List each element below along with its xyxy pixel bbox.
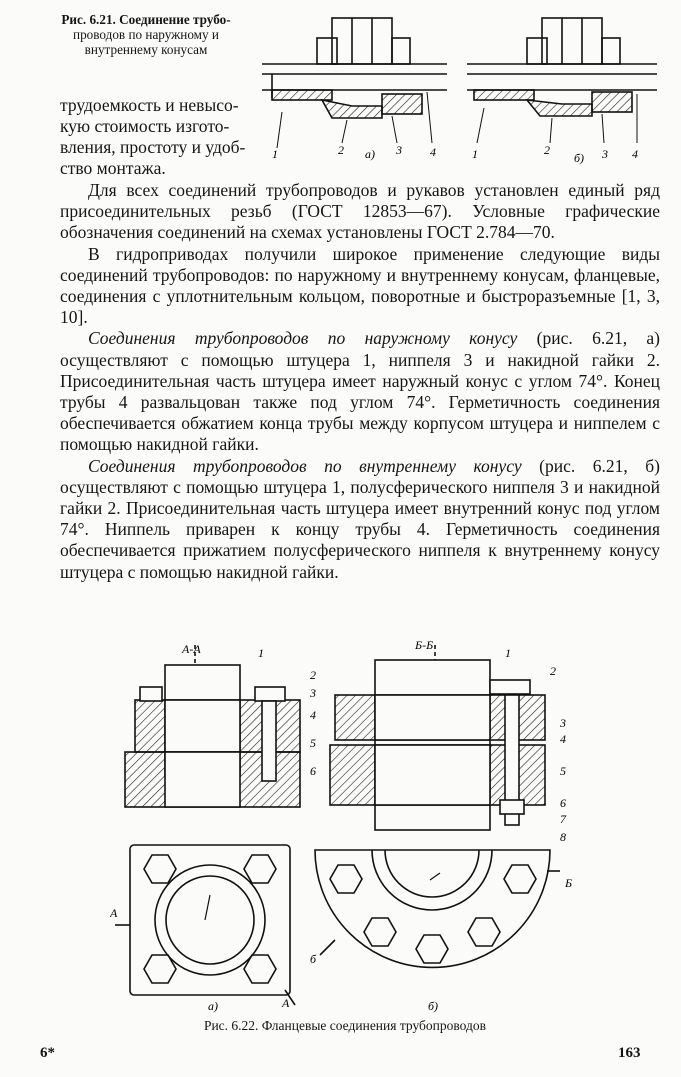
paragraph-4	[60, 456, 660, 583]
right-label-2: 2	[550, 664, 556, 678]
left-label-3: 3	[310, 686, 316, 700]
paragraph-3	[60, 328, 660, 455]
figure-6-21-caption	[30, 12, 262, 57]
section-b-b-title: Б-Б	[415, 638, 434, 652]
wrap-line-1: трудоемкость и невысо-	[60, 95, 239, 115]
right-label-6: 6	[560, 796, 566, 810]
figure-6-22-sub-b: б)	[428, 999, 439, 1013]
paragraph-4-text: (рис. 6.21, б) осуществляют с помощью штуцера 1, полусферического ниппеля 3 и накидной гайки 2. Присоединительная часть штуцера имеет внутренний конус под углом 74°. Ниппель приварен к концу трубы 4. Герметичность соединения обеспечивается прижатием полусферического ниппеля к внутреннему конусу штуцера с помощью накидной гайки.	[60, 455, 660, 582]
view-b-label-1: 1	[472, 147, 478, 161]
wrap-line-3: вления, простоту и удоб-	[60, 137, 246, 157]
view-a-sublabel: а)	[365, 147, 375, 161]
right-mark-b-lower: б	[310, 952, 317, 966]
caption-title-line-3: внутреннему конусам	[84, 42, 208, 57]
section-a-a-title: А-А	[182, 642, 201, 656]
left-label-6: 6	[310, 764, 316, 778]
view-b-label-2: 2	[544, 143, 550, 157]
wrap-line-2: кую стоимость изгото-	[60, 116, 230, 136]
figure-6-22-drawing	[110, 635, 590, 1015]
right-label-7: 7	[560, 812, 566, 826]
caption-title-line-2: проводов по наружному и	[73, 27, 219, 42]
caption-title-line-1: Соединение трубо-	[119, 12, 231, 27]
left-plan-view	[115, 845, 295, 1005]
left-mark-a-1: А	[110, 906, 118, 920]
paragraph-3-text: (рис. 6.21, а) осуществляют с помощью штуцера 1, ниппеля 3 и накидной гайки 2. Присоединительная часть штуцера имеет наружный конус с углом 74°. Конец трубы 4 развальцован также под углом 74°. Герметичность соединения обеспечивается обжатием конца трубы между корпусом штуцера и ниппелем с помощью накидной гайки.	[60, 328, 660, 455]
paragraph-1: Для всех соединений трубопроводов и рукавов установлен единый ряд присоединительных резьб (ГОСТ 12853—67). Условные графические обозначения соединений на схемах установлены ГОСТ 2.784—70.	[60, 180, 660, 243]
left-label-5: 5	[310, 736, 316, 750]
view-a-label-2: 2	[338, 143, 344, 157]
view-b-drawing	[467, 18, 657, 143]
signature-mark: 6*	[40, 1045, 55, 1061]
view-a-label-4: 4	[430, 145, 436, 159]
right-plan-view	[315, 850, 560, 967]
view-a-label-1: 1	[272, 147, 278, 161]
paragraph-3-heading: Соединения трубопроводов по наружному конусу	[88, 328, 518, 349]
wrap-text-block	[60, 95, 256, 179]
caption-label: Рис. 6.21.	[61, 12, 116, 27]
right-label-1: 1	[505, 646, 511, 660]
wrap-line-4: ство монтажа.	[60, 158, 166, 178]
figure-6-22-sub-a: а)	[208, 999, 218, 1013]
left-label-4: 4	[310, 708, 316, 722]
paragraph-2: В гидроприводах получили широкое применение следующие виды соединений трубопроводов: по наружному и внутреннему конусам, фланцевые, соединения с уплотнительным кольцом, поворотные и быстроразъемные [1, 3, 10].	[60, 243, 660, 328]
section-b-b-view	[330, 645, 545, 830]
figure-6-21-drawing	[262, 8, 667, 178]
right-label-8: 8	[560, 830, 566, 844]
section-a-a-view	[125, 645, 300, 807]
left-label-1: 1	[258, 646, 264, 660]
right-label-5: 5	[560, 764, 566, 778]
page-number: 163	[618, 1045, 641, 1061]
view-b-label-3: 3	[602, 147, 608, 161]
left-mark-a-2: А	[282, 996, 290, 1010]
body-text	[60, 180, 660, 583]
paragraph-4-heading: Соединения трубопроводов по внутреннему конусу	[88, 455, 522, 476]
right-mark-b-upper: Б	[565, 876, 573, 890]
right-label-4: 4	[560, 732, 566, 746]
view-b-label-4: 4	[632, 147, 638, 161]
right-label-3: 3	[560, 716, 566, 730]
view-a-label-3: 3	[396, 143, 402, 157]
view-b-sublabel: б)	[574, 151, 585, 165]
figure-6-22-caption: Рис. 6.22. Фланцевые соединения трубопроводов	[203, 1018, 487, 1033]
left-label-2: 2	[310, 668, 316, 682]
view-a-drawing	[262, 18, 447, 148]
